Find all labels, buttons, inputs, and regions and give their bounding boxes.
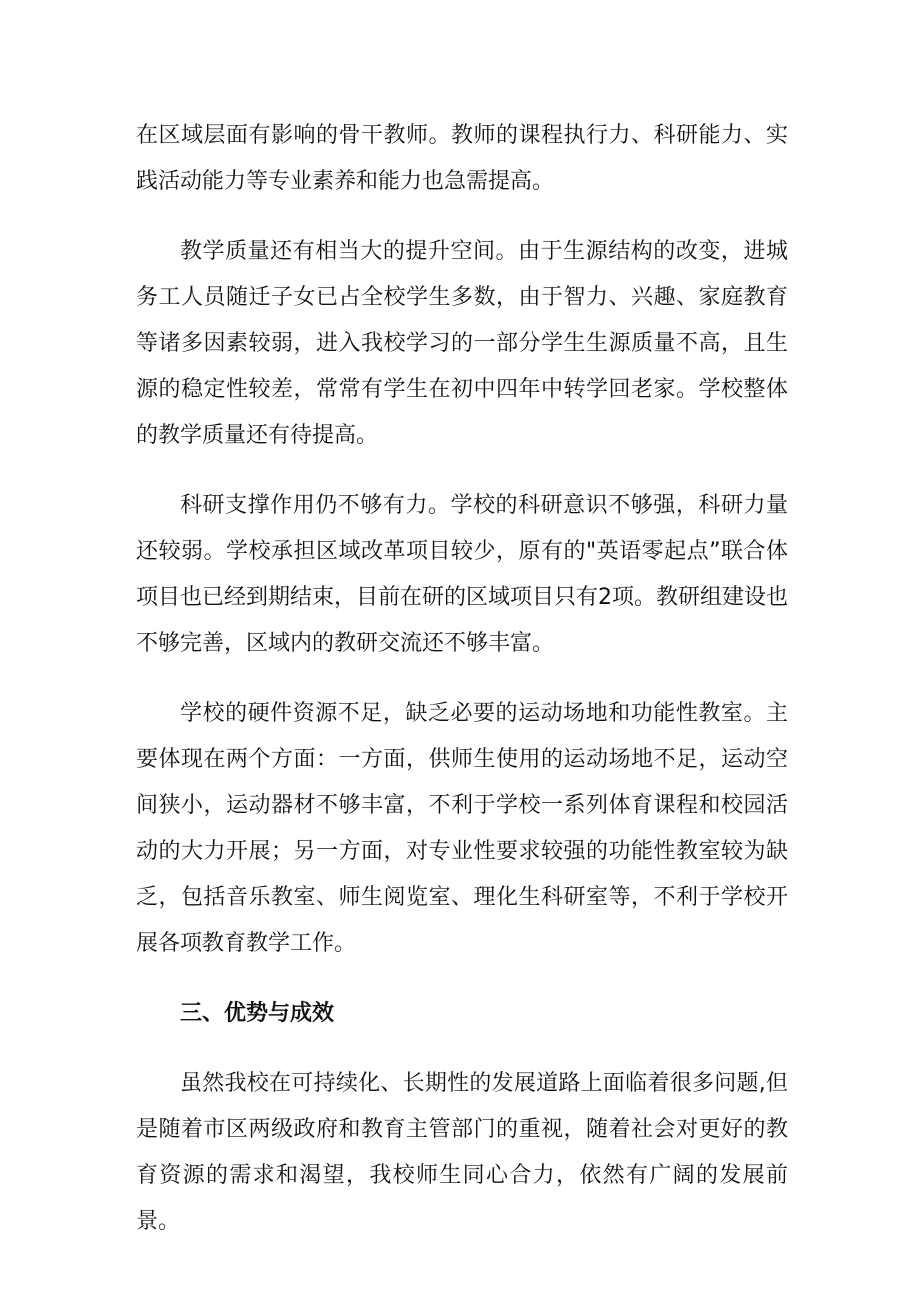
section-heading-advantages: 三、优势与成效 <box>180 1001 335 1026</box>
paragraph-hardware-resources: 学校的硬件资源不足，缺乏必要的运动场地和功能性教室。主要体现在两个方面：一方面，供师生使用的运动场地不足，运动空间狭小，运动器材不够丰富，不利于学校一系列体育课程和校园活动的大力开展；另一方面，对专业性要求较强的功能性教室较为缺乏，包括音乐教室、师生阅览室、理化生科研室等，不利于学校开展各项教育教学工作。 <box>136 701 788 956</box>
paragraph-teacher-quality: 在区域层面有影响的骨干教师。教师的课程执行力、科研能力、实践活动能力等专业素养和能力也急需提高。 <box>136 123 788 194</box>
document-body <box>136 113 788 1245</box>
paragraph-prospects: 虽然我校在可持续化、长期性的发展道路上面临着很多问题,但是随着市区两级政府和教育主管部门的重视，随着社会对更好的教育资源的需求和渴望，我校师生同心合力，依然有广阔的发展前景。 <box>136 1071 788 1234</box>
paragraph-research-support: 科研支撑作用仍不够有力。学校的科研意识不够强，科研力量还较弱。学校承担区域改革项目较少，原有的"英语零起点”联合体项目也已经到期结束，目前在研的区域项目只有2项。教研组建设也不够完善，区域内的教研交流还不够丰富。 <box>136 493 788 656</box>
paragraph-teaching-quality: 教学质量还有相当大的提升空间。由于生源结构的改变，进城务工人员随迁子女已占全校学生多数，由于智力、兴趣、家庭教育等诸多因素较弱，进入我校学习的一部分学生生源质量不高，且生源的稳定性较差，常常有学生在初中四年中转学回老家。学校整体的教学质量还有待提高。 <box>136 239 788 448</box>
